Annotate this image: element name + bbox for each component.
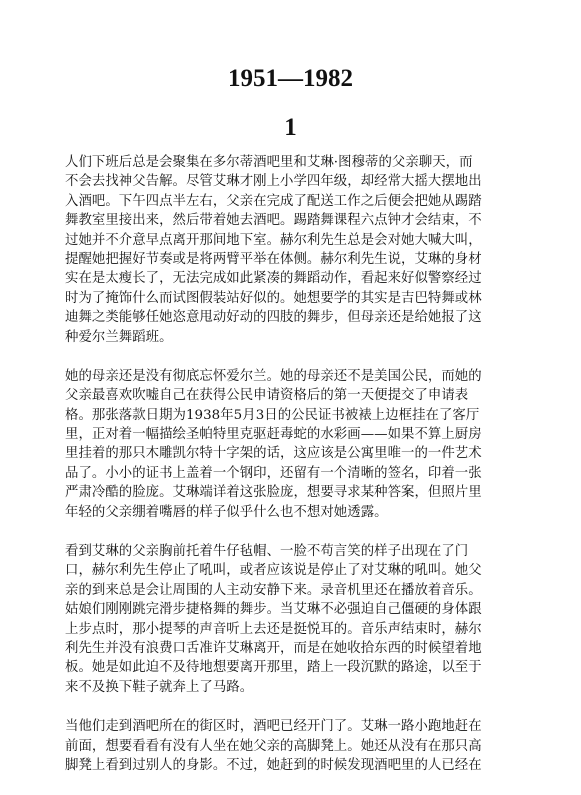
paragraph [65, 153, 520, 347]
text-line: 来不及换下鞋子就奔上了马路。 [65, 679, 254, 695]
text-line: 格。那张落款日期为1938年5月3日的公民证书被裱上边框挂在了客厅 [65, 407, 480, 423]
text-line: 年轻的父亲绷着嘴唇的样子似乎什么也不想对她透露。 [65, 504, 388, 520]
text-line: 看到艾琳的父亲胸前托着牛仔毡帽、一脸不苟言笑的样子出现在了门 [65, 544, 469, 560]
text-line: 入酒吧。下午四点半左右，父亲在完成了配送工作之后便会把她从踢踏 [65, 193, 482, 209]
text-line: 亲的到来总是会让周围的人主动安静下来。录音机里还在播放着音乐。 [65, 582, 482, 598]
text-line: 脚凳上看到过别人的身影。不过，她赶到的时候发现酒吧里的人已经在 [65, 757, 482, 773]
text-line: 过她并不介意早点离开那间地下室。赫尔利先生总是会对她大喊大叫， [65, 232, 482, 248]
text-line: 她的母亲还是没有彻底忘怀爱尔兰。她的母亲还不是美国公民，而她的 [65, 368, 482, 384]
part-title: 1951—1982 [228, 65, 353, 92]
text-line: 时为了掩饰什么而试图假装站好似的。她想要学的其实是吉巴特舞或林 [65, 290, 482, 306]
text-line: 实在是太瘦长了，无法完成如此紧凑的舞蹈动作，看起来好似警察经过 [65, 271, 482, 287]
text-line: 里，正对着一幅描绘圣帕特里克驱赶毒蛇的水彩画——如果不算上厨房 [65, 427, 482, 443]
text-line: 口，赫尔利先生停止了吼叫，或者应该说是停止了对艾琳的吼叫。她父 [65, 563, 482, 579]
paragraph [65, 542, 520, 697]
text-line: 舞教室里接出来，然后带着她去酒吧。踢踏舞课程六点钟才会结束，不 [65, 213, 482, 229]
text-line: 迪舞之类能够任她恣意甩动好动的四肢的舞步，但母亲还是给她报了这 [65, 310, 482, 326]
text-line: 当他们走到酒吧所在的街区时，酒吧已经开门了。艾琳一路小跑地赶在 [65, 719, 482, 735]
text-line: 板。她是如此迫不及待地想要离开那里，踏上一段沉默的路途，以至于 [65, 660, 482, 676]
text-line: 里挂着的那只木雕凯尔特十字架的话，这应该是公寓里唯一的一件艺术 [65, 446, 482, 462]
body-text [65, 153, 520, 795]
text-line: 不会去找神父告解。尽管艾琳才刚上小学四年级，却经常大摇大摆地出 [65, 174, 482, 190]
text-line: 前面，想要看看有没有人坐在她父亲的高脚凳上。她还从没有在那只高 [65, 738, 482, 754]
chapter-number: 1 [284, 114, 297, 141]
paragraph [65, 367, 520, 522]
text-line: 利先生并没有浪费口舌准许艾琳离开，而是在她收拾东西的时候望着地 [65, 640, 482, 656]
text-line: 上步点时，那小提琴的声音听上去还是挺悦耳的。音乐声结束时，赫尔 [65, 621, 482, 637]
text-line: 提醒她把握好节奏或是将两臂平举在体侧。赫尔利先生说，艾琳的身材 [65, 251, 482, 267]
text-line: 严肃冷酷的脸庞。艾琳端详着这张脸庞，想要寻求某种答案，但照片里 [65, 485, 482, 501]
paragraph [65, 717, 520, 775]
text-line: 姑娘们刚刚跳完滑步捷格舞的舞步。当艾琳不必强迫自己僵硬的身体跟 [65, 602, 482, 618]
text-line: 人们下班后总是会聚集在多尔蒂酒吧里和艾琳·图穆蒂的父亲聊天，而 [65, 155, 473, 170]
text-line: 品了。小小的证书上盖着一个钢印，还留有一个清晰的签名，印着一张 [65, 465, 482, 481]
text-line: 种爱尔兰舞蹈班。 [65, 329, 173, 345]
text-line: 父亲最喜欢吹嘘自己在获得公民申请资格后的第一天便提交了申请表 [65, 388, 469, 404]
